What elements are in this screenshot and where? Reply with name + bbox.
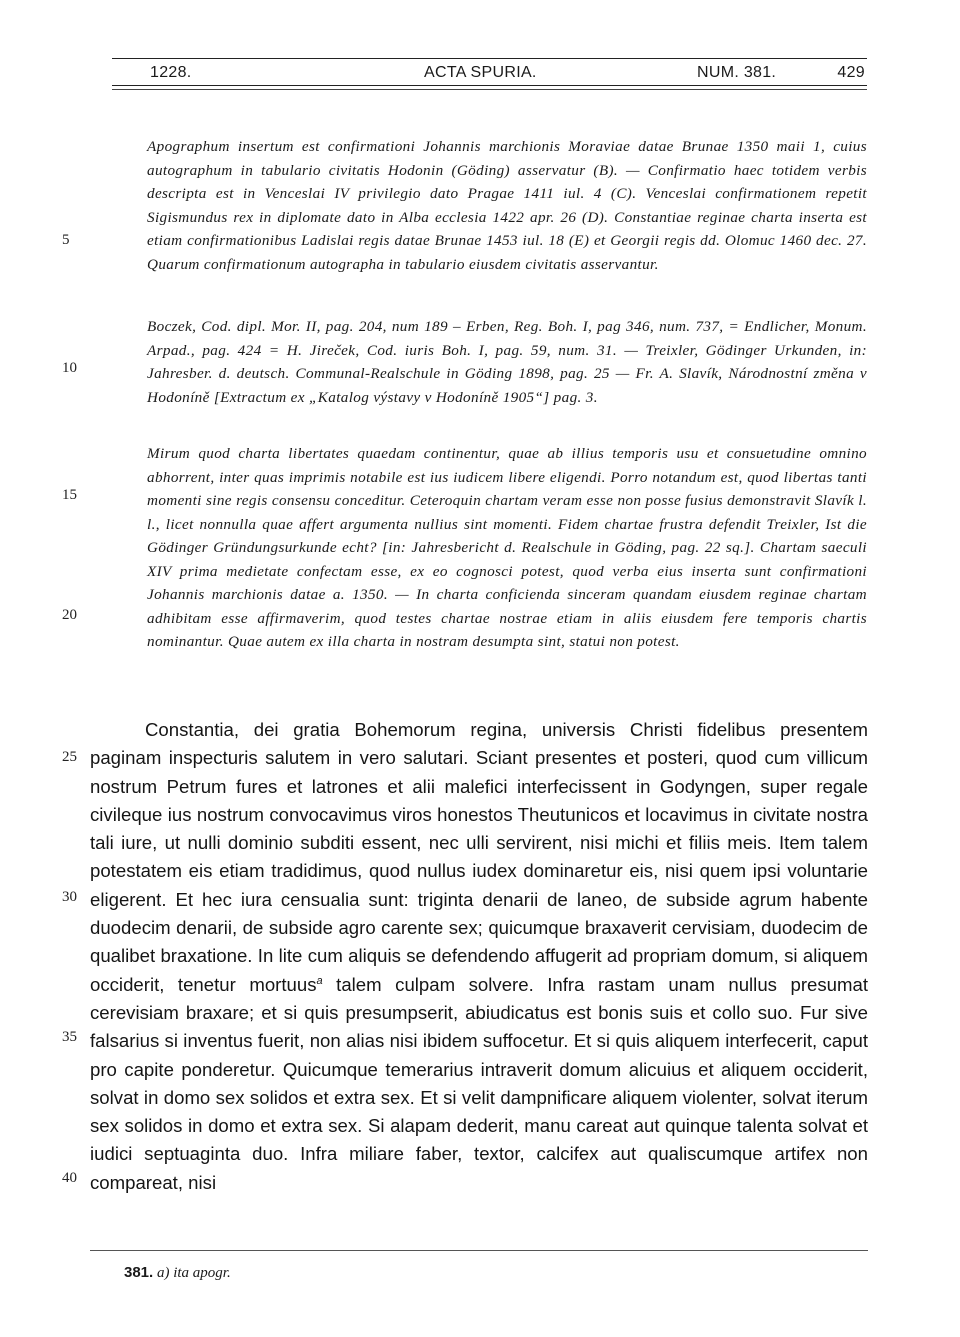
note-bibliography-text: Boczek, Cod. dipl. Mor. II, pag. 204, num 189 – Erben, Reg. Boh. I, pag 346, num. 737, = Endlicher, Monum. Arpad., pag. 424 = H. Jireček, Cod. iuris Boh. I, pag. 59, num. 31. — Treixler, Gödinger Urkunden, in: Jahresber. d. deutsch. Communal-Realschule in Göding 1898, pag. 25 — Fr. A. Slavík, Národnostní změna v Hodoníně [Extractum ex „Katalog výstavy v Hodoníně 1905“] pag. 3. <box>147 318 867 406</box>
line-number: 30 <box>62 889 77 905</box>
line-number: 25 <box>62 749 77 765</box>
line-number: 35 <box>62 1029 77 1045</box>
line-number: 40 <box>62 1170 77 1186</box>
charter-text <box>90 716 868 1197</box>
footnote-text: a) ita apogr. <box>156 1265 231 1281</box>
header-title: ACTA SPURIA. <box>424 64 537 81</box>
footnote-number: 381. <box>124 1264 154 1281</box>
note-bibliography <box>147 315 867 409</box>
header-bottom-rule-thin <box>112 89 867 90</box>
line-number: 5 <box>62 232 70 248</box>
header-year: 1228. <box>150 64 192 81</box>
note-mark: a <box>316 974 323 987</box>
note-apographum-text: Apographum insertum est confirmationi Johannis marchionis Moraviae datae Brunae 1350 maii 1, cuius autographum in tabulario civitatis Hodonin (Göding) asservatur (B). — Confirmatio haec totidem verbis descripta est in Venceslai IV privilegio dato Pragae 1411 iul. 4 (C). Venceslai confirmationem repetit Sigismundus rex in diplomate dato in Alba ecclesia 1422 apr. 26 (D). Constantiae reginae charta inserta est etiam confirmationibus Ladislai regis datae Brunae 1453 iul. 18 (E) et Georgii regis dd. Olomuc 1460 dec. 27. Quarum confirmationum autographa in tabulario eiusdem civitatis asservantur. <box>147 138 867 273</box>
header-bottom-rule <box>112 85 867 86</box>
charter-paragraph <box>90 716 868 1197</box>
line-number: 10 <box>62 360 77 376</box>
charter-text-part1: Constantia, dei gratia Bohemorum regina, universis Christi fidelibus presentem paginam inspecturis salutem in vero salutari. Sciant presentes et posteri, quod cum villicum nostrum Petrum fures et latrones et alii malefici interfecissent in Godyngen, super regale civileque ius nostrum convocavimus viros honestos Theutunicos et locavimus in civitate nostra tali iure, ut nulli dominio subditi essent, nec ulli servirent, nisi michi et filiis meis. Item talem potestatem eis etiam tradidimus, quod nullus iudex dominaretur eis, nisi quem ipsi voluntarie eligerent. Et hec iura censualia sunt: triginta denarii de laneo, de subside agrum habente duodecim denarii, de subside agro carente sex; quicumque braxaverit cervisiam, duodecim de qualibet braxatione. In lite cum aliquis se defendendo affugerit ad propriam domum, si aliquem occiderit, tenetur mortuus <box>90 719 868 995</box>
header-top-rule <box>112 58 867 59</box>
footnote-divider <box>90 1250 868 1251</box>
line-number: 20 <box>62 607 77 623</box>
charter-text-part2: talem culpam solvere. Infra rastam unam nullus presumat cerevisiam braxare; et si quis presumpserit, abiudicatus est bonis suis et collo suo. Fur sive falsarius si inventus fuerit, non alias nisi ibidem suffocetur. Et si quis aliquem interfecerit, caput pro capite ponderetur. Quicumque temerarius intraverit domum alicuius et aliquem occiderit, solvat in domo sex solidos et extra sex. Et si velit dampnificare aliquem violenter, solvat iterum sex solidos in domo et extra sex. Si alapam dederit, manu careat aut quinque talenta solvat et iudici septuaginta duo. Infra miliare faber, textor, calcifex aut qualiscumque artifex non compareat, nisi <box>90 973 868 1193</box>
header-page-number: 429 <box>837 64 865 81</box>
footnote <box>124 1264 231 1282</box>
running-header <box>112 58 867 94</box>
note-commentary-text: Mirum quod charta libertates quaedam continentur, quae ab illius temporis usu et consuetudine omnino abhorrent, inter quas imprimis notabile est ius iudicem libere eligendi. Porro notandum est, quod libertas tanti momenti sine regis consensu conceditur. Ceteroquin chartam veram esse non posse fusius demonstravit Slavík l. l., licet nonnulla quae affert argumenta nullius sint momenti. Fidem chartae frustra defendit Treixler, Ist die Gödinger Gründungsurkunde echt? [in: Jahresbericht d. Realschule in Göding, pag. 22 sq.]. Chartam saeculi XIV prima medietate confectam esse, ex eo cognosci potest, quod verba eius inserta sunt confirmationi Johannis marchionis datae a. 1350. — In charta conficienda sinceram quandam eiusdem reginae chartam adhibitam esse affirmaverim, quod testes chartae nostrae etiam in aliis eiusdem fere temporis chartis nominantur. Quae autem ex illa charta in nostram desumpta sint, statui non potest. <box>147 445 867 650</box>
header-document-number: NUM. 381. <box>697 64 777 81</box>
line-number: 15 <box>62 487 77 503</box>
note-apographum <box>147 135 867 276</box>
note-commentary <box>147 442 867 654</box>
